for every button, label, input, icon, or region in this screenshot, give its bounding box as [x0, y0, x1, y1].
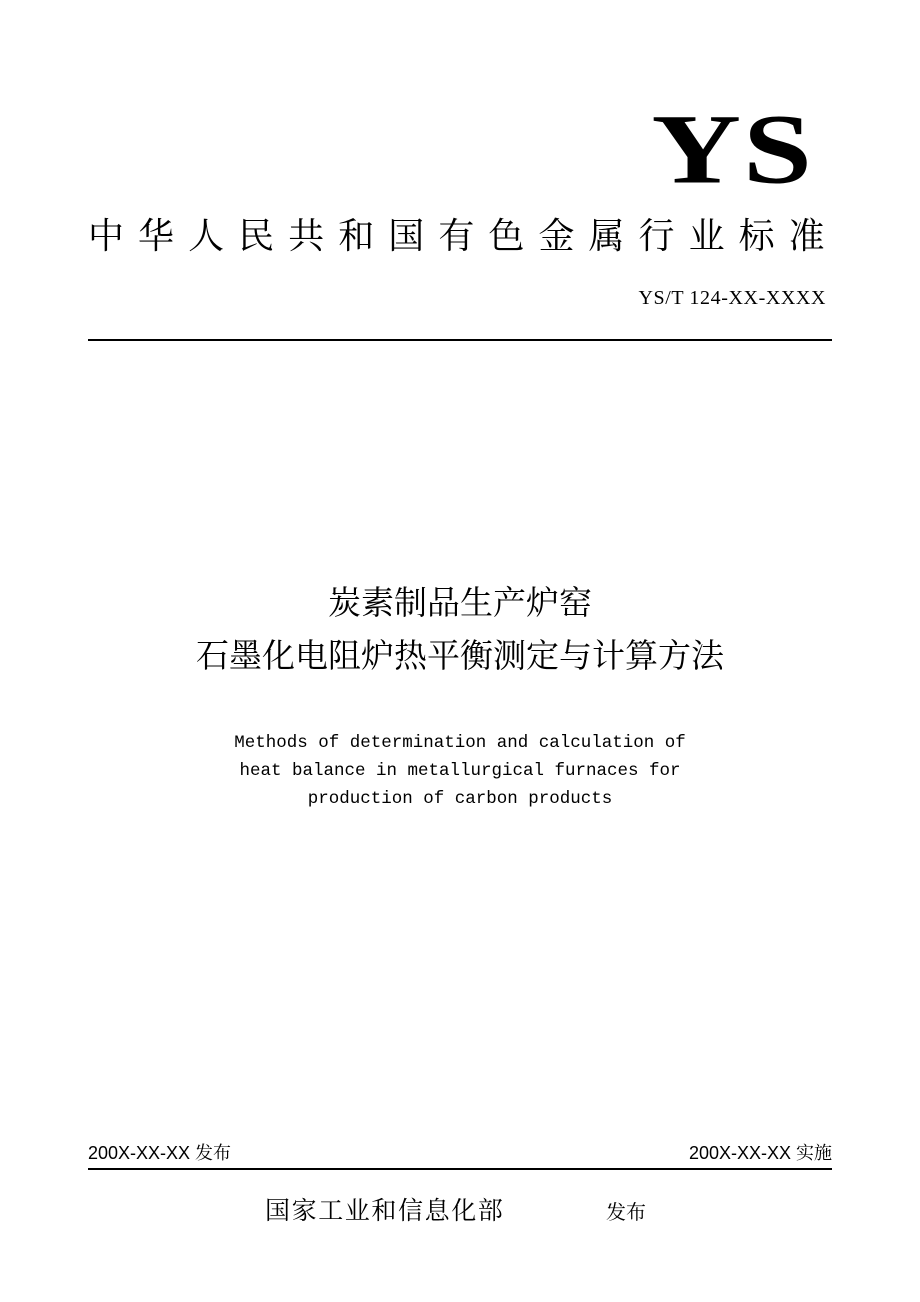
- header-divider: [88, 339, 832, 341]
- chinese-title-line-2: 石墨化电阻炉热平衡测定与计算方法: [196, 636, 724, 675]
- english-title-line-3: production of carbon products: [307, 789, 613, 809]
- chinese-title-line-1: 炭素制品生产炉窑: [328, 583, 592, 622]
- implement-date: 200X-XX-XX 实施: [688, 1143, 832, 1163]
- org-title: 中华人民共和国有色金属行业标准: [88, 216, 832, 257]
- issuing-authority: 国家工业和信息化部: [265, 1196, 505, 1225]
- ys-logo: YS: [651, 94, 814, 204]
- standard-number: YS/T 124-XX-XXXX: [638, 287, 826, 309]
- issuer-suffix: 发布: [606, 1200, 646, 1224]
- publish-date: 200X-XX-XX 发布: [88, 1143, 232, 1163]
- english-title-line-1: Methods of determination and calculation of: [234, 733, 686, 753]
- english-title-line-2: heat balance in metallurgical furnaces for: [239, 761, 681, 781]
- footer-divider: [88, 1168, 832, 1170]
